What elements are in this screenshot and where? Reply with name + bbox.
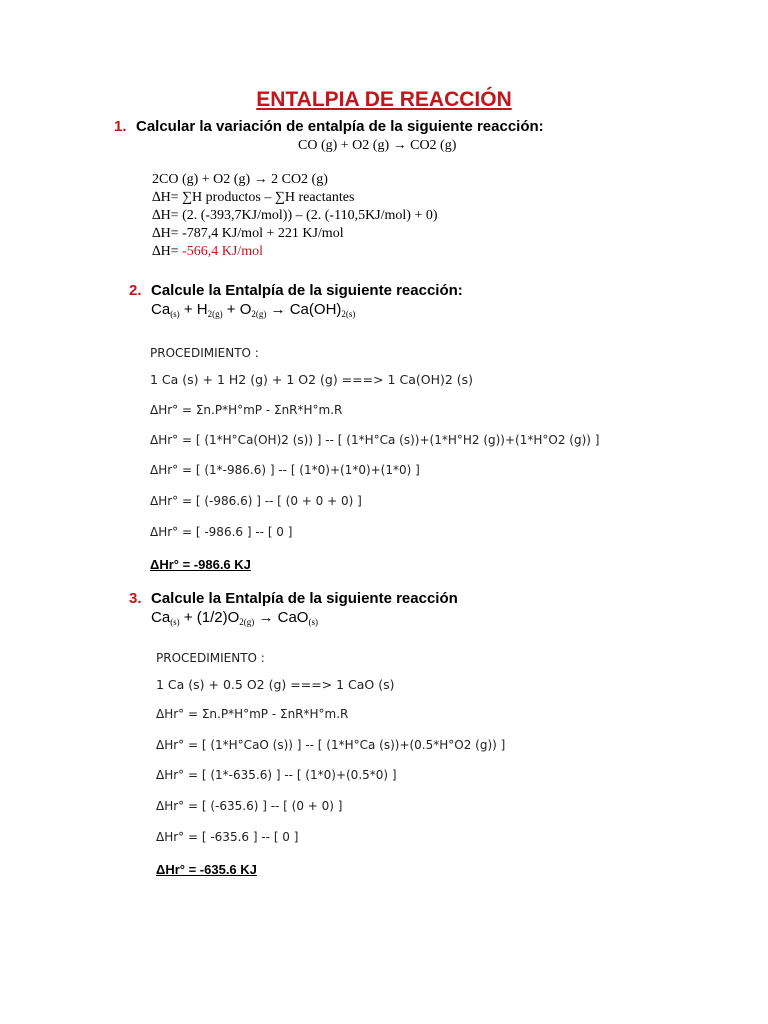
section-3-result: ΔHr° = -635.6 KJ (156, 862, 257, 877)
section-1-number: 1. (114, 118, 127, 135)
section-1-line: ∆H= (2. (-393,7KJ/mol)) – (2. (-110,5KJ/mol) + 0) (152, 208, 438, 223)
section-1-heading-text: Calcular la variación de entalpía de la siguiente reacción: (136, 118, 544, 135)
reaction-term: Ca (151, 301, 171, 318)
section-3-reaction (151, 609, 318, 627)
reaction-subscript: (s) (170, 617, 180, 627)
section-3-line: ΔHr° = [ (1*-635.6) ] -- [ (1*0)+(0.5*0) ] (156, 768, 397, 782)
reaction-term: + O (222, 301, 252, 318)
page-title: ENTALPIA DE REACCIÓN (256, 88, 512, 111)
section-3-line: ΔHr° = [ (1*H°CaO (s)) ] -- [ (1*H°Ca (s))+(0.5*H°O2 (g)) ] (156, 738, 506, 752)
reaction-subscript: 2(g) (207, 309, 223, 319)
reaction-subscript: (s) (170, 309, 180, 319)
section-3-heading-text: Calcule la Entalpía de la siguiente reacción (151, 590, 458, 607)
reaction-term: Ca (151, 609, 171, 626)
reaction-subscript: (s) (308, 617, 318, 627)
section-1-heading (114, 118, 544, 135)
section-2-line: ΔHr° = [ (1*-986.6) ] -- [ (1*0)+(1*0)+(1*0) ] (150, 463, 420, 477)
section-2-line: 1 Ca (s) + 1 H2 (g) + 1 O2 (g) ===> 1 Ca(OH)2 (s) (150, 372, 474, 387)
reaction-subscript: 2(g) (251, 309, 267, 319)
section-3-heading (129, 590, 458, 607)
reaction-subscript: 2(g) (239, 617, 255, 627)
reaction-term: + (1/2)O (179, 609, 240, 626)
section-2-number: 2. (129, 282, 142, 299)
section-3-procedure-label: PROCEDIMIENTO : (156, 651, 265, 665)
section-2-result: ΔHr° = -986.6 KJ (150, 557, 251, 572)
reaction-subscript: 2(s) (341, 309, 356, 319)
section-1-result (152, 244, 263, 260)
section-1-line: 2CO (g) + O2 (g) → 2 CO2 (g) (152, 172, 328, 187)
section-1-line: ∆H= -787,4 KJ/mol + 221 KJ/mol (152, 226, 344, 241)
section-2-line: ΔHr° = [ (-986.6) ] -- [ (0 + 0 + 0) ] (150, 494, 362, 508)
reaction-term: → Ca(OH) (266, 301, 342, 318)
section-1-line: ∆H= ∑H productos – ∑H reactantes (152, 190, 355, 205)
reaction-term: + H (179, 301, 208, 318)
section-3-line: ΔHr° = [ (-635.6) ] -- [ (0 + 0) ] (156, 799, 343, 813)
section-3-line: 1 Ca (s) + 0.5 O2 (g) ===> 1 CaO (s) (156, 677, 395, 692)
section-1-result-prefix: ∆H= (152, 244, 183, 259)
section-2-line: ΔHr° = [ (1*H°Ca(OH)2 (s)) ] -- [ (1*H°Ca (s))+(1*H°H2 (g))+(1*H°O2 (g)) ] (150, 433, 600, 447)
section-3-number: 3. (129, 590, 142, 607)
section-3-line: ΔHr° = [ -635.6 ] -- [ 0 ] (156, 830, 299, 844)
section-2-procedure-label: PROCEDIMIENTO : (150, 346, 259, 360)
reaction-term: → CaO (254, 609, 309, 626)
section-2-reaction (151, 301, 355, 319)
section-3-line: ΔHr° = Σn.P*H°mP - ΣnR*H°m.R (156, 707, 349, 721)
section-1-reaction: CO (g) + O2 (g) → CO2 (g) (298, 138, 457, 153)
section-2-line: ΔHr° = [ -986.6 ] -- [ 0 ] (150, 525, 293, 539)
section-2-line: ΔHr° = Σn.P*H°mP - ΣnR*H°m.R (150, 403, 343, 417)
section-2-heading-text: Calcule la Entalpía de la siguiente reacción: (151, 282, 463, 299)
section-2-heading (129, 282, 463, 299)
section-1-result-value: -566,4 KJ/mol (182, 244, 263, 259)
